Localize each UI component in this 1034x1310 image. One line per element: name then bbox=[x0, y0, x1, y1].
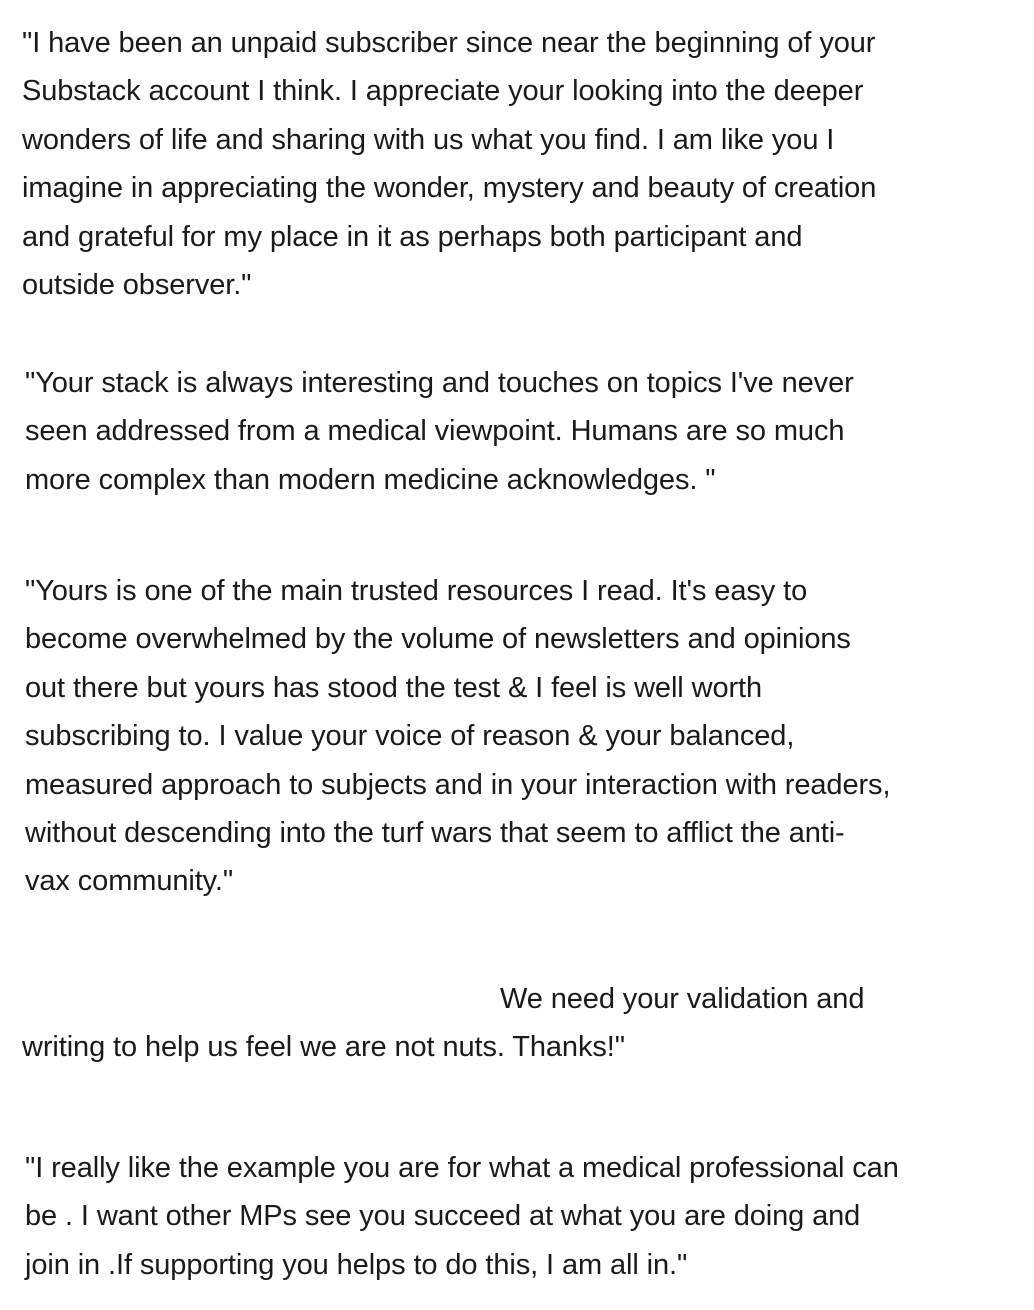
testimonial-4 bbox=[22, 975, 864, 1072]
testimonial-line: "Yours is one of the main trusted resources I read. It's easy to bbox=[25, 575, 808, 607]
testimonial-line: vax community." bbox=[25, 865, 234, 898]
testimonial-line: subscribing to. I value your voice of reason & your balanced, bbox=[25, 720, 795, 753]
testimonial-2 bbox=[25, 359, 854, 504]
testimonial-line: become overwhelmed by the volume of newsletters and opinions bbox=[25, 623, 851, 656]
testimonial-line: out there but yours has stood the test & I feel is well worth bbox=[25, 671, 763, 704]
testimonial-line: imagine in appreciating the wonder, mystery and beauty of creation bbox=[22, 172, 877, 205]
testimonial-line: seen addressed from a medical viewpoint. Humans are so much bbox=[25, 415, 845, 448]
testimonial-line: wonders of life and sharing with us what you find. I am like you I bbox=[22, 123, 835, 156]
testimonial-line: "I have been an unpaid subscriber since near the beginning of your bbox=[22, 27, 876, 59]
testimonial-line: more complex than modern medicine acknowledges. " bbox=[25, 463, 716, 496]
testimonial-line: Substack account I think. I appreciate your looking into the deeper bbox=[22, 75, 864, 108]
testimonial-1 bbox=[22, 19, 876, 309]
testimonial-line: and grateful for my place in it as perhaps both participant and bbox=[22, 220, 803, 253]
testimonial-line: "Your stack is always interesting and touches on topics I've never bbox=[25, 367, 854, 399]
testimonial-line: "I really like the example you are for what a medical professional can bbox=[25, 1152, 899, 1184]
testimonial-line: writing to help us feel we are not nuts. Thanks!" bbox=[22, 1031, 625, 1064]
testimonial-line: We need your validation and bbox=[500, 983, 865, 1015]
testimonial-line: be . I want other MPs see you succeed at what you are doing and bbox=[25, 1200, 861, 1233]
testimonial-3 bbox=[25, 567, 890, 906]
testimonial-line: measured approach to subjects and in your interaction with readers, bbox=[25, 768, 891, 801]
testimonial-line: outside observer." bbox=[22, 268, 252, 301]
testimonial-5 bbox=[25, 1144, 899, 1289]
testimonial-line: join in .If supporting you helps to do this, I am all in." bbox=[25, 1248, 688, 1281]
testimonial-line: without descending into the turf wars that seem to afflict the anti- bbox=[25, 816, 845, 849]
